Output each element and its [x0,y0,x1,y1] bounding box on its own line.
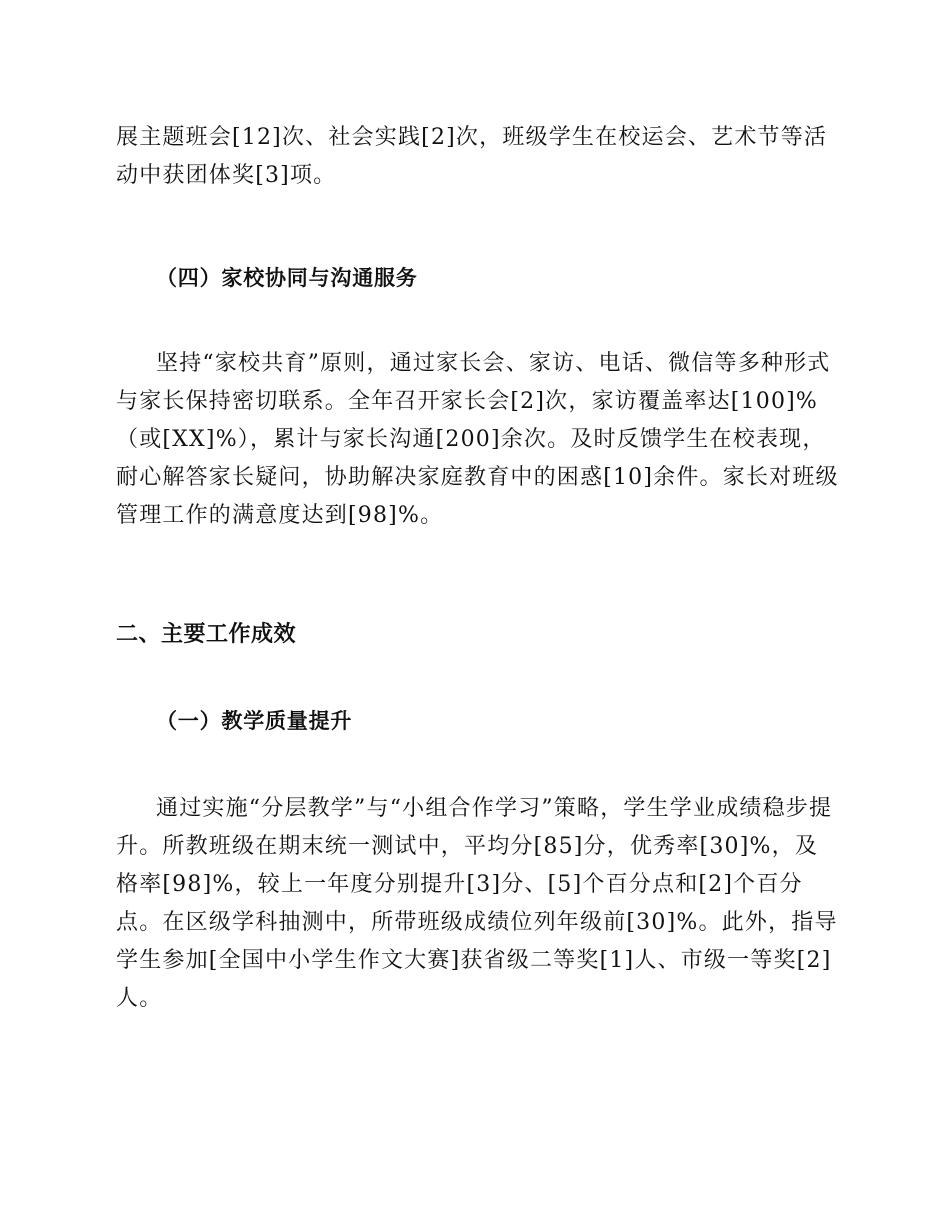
paragraph-teaching-quality: 通过实施“分层教学”与“小组合作学习”策略，学生学业成绩稳步提升。所教班级在期末统一测试中，平均分[85]分，优秀率[30]%，及格率[98]%，较上一年度分别提升[3]分、[5]个百分点和[2]个百分点。在区级学科抽测中，所带班级成绩位列年级前[30]%。此外，指导学生参加[全国中小学生作文大赛]获省级二等奖[1]人、市级一等奖[2]人。 [116,796,838,1011]
section-heading-main-achievements: 二、主要工作成效 [116,622,297,647]
subheading-teaching-quality: （一）教学质量提升 [156,708,353,733]
subheading-home-school-collaboration: （四）家校协同与沟通服务 [156,265,418,290]
paragraph-class-activities: 展主题班会[12]次、社会实践[2]次，班级学生在校运会、艺术节等活动中获团体奖[3]项。 [116,125,828,188]
paragraph-home-school-collaboration: 坚持“家校共育”原则，通过家长会、家访、电话、微信等多种形式与家长保持密切联系。全年召开家长会[2]次，家访覆盖率达[100]%（或[XX]%），累计与家长沟通[200]余次。及时反馈学生在校表现，耐心解答家长疑问，协助解决家庭教育中的困惑[10]余件。家长对班级管理工作的满意度达到[98]%。 [116,351,839,528]
